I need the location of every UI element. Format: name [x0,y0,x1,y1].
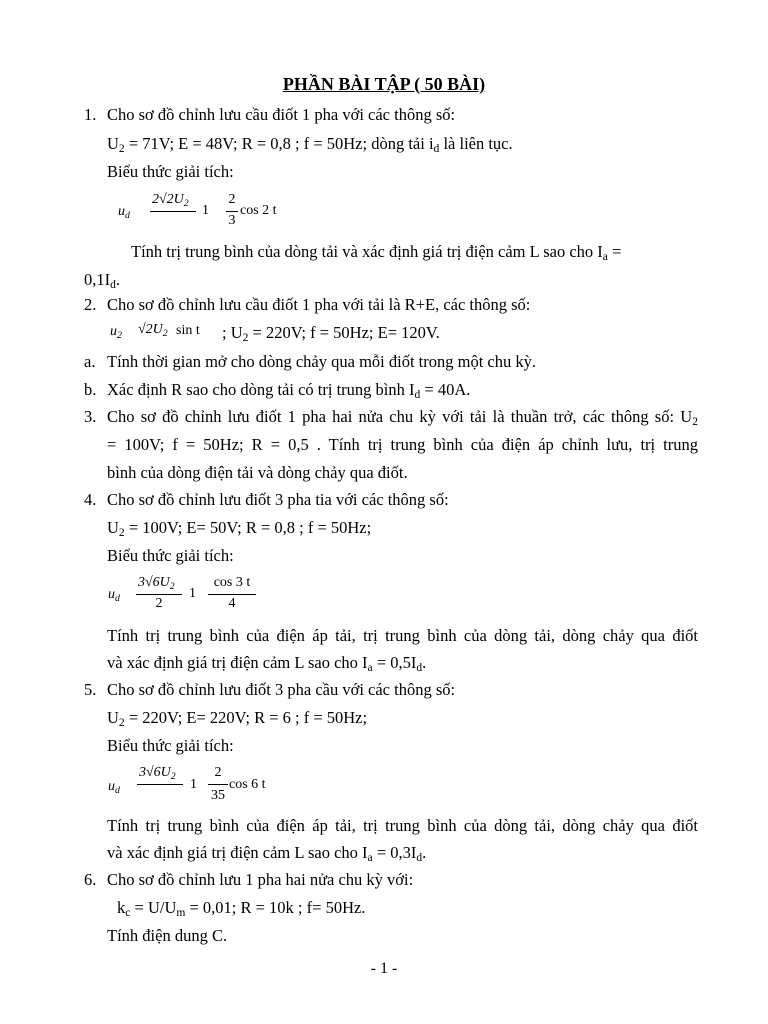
fraction-bar [137,784,183,785]
fraction-bar [208,784,228,785]
page-title: PHẦN BÀI TẬP ( 50 BÀI) [282,74,486,94]
problem-4-line-2: $U_2 = 100V$; E= 50V; R = 0,8 ; f = 50Hz; [107,518,372,539]
formula-numerator: $3√6U_2$ [139,765,176,782]
problem-4-line-3: Biểu thức giải tích: [107,546,234,565]
fraction-bar [226,211,238,212]
formula-ud: $u_d$ [108,779,120,796]
formula-cos: cos 2 t [240,203,277,218]
formula-one: 1 [190,777,197,792]
formula-numerator: $2√2U_2$ [152,192,189,209]
formula-ud: $u_d$ [108,587,120,604]
formula-one: 1 [189,586,196,601]
problem-3-line-1: Cho sơ đồ chỉnh lưu điốt 1 pha hai nửa chu kỳ với tải là thuần trở, các thông số: $U_2$ [107,407,698,428]
page-number: - 1 - [370,960,398,977]
formula-sin: sin t [176,323,200,338]
fraction-numerator: 2 [214,765,222,780]
problem-1-line-4: Tính trị trung bình của dòng tải và xác định giá trị điện cảm L sao cho $I_a$ = [131,242,622,263]
fraction-denominator: 2 [155,596,163,611]
problem-4-number: 4. [84,490,97,509]
problem-1-line-2: $U_2 = 71V$; E = 48V; R = 0,8 ; f = 50Hz; dòng tải $i_d$ là liên tục. [107,134,513,155]
problem-2a-text: Tính thời gian mở cho dòng chảy qua mỗi điốt trong một chu kỳ. [107,352,536,371]
problem-5-line-4: Tính trị trung bình của điện áp tải, trị trung bình của dòng tải, dòng chảy qua điốt [107,816,698,835]
problem-1-line-5: $0,1I_d$. [84,270,121,291]
fraction-denominator: 35 [211,788,225,803]
problem-1-line-1: Cho sơ đồ chỉnh lưu cầu điốt 1 pha với các thông số: [107,105,456,124]
problem-3-number: 3. [84,407,97,426]
fraction-bar [208,594,256,595]
problem-5-line-3: Biểu thức giải tích: [107,736,234,755]
problem-2b-label: b. [84,380,97,399]
fraction-denominator: 3 [228,213,236,228]
problem-2a-label: a. [84,352,96,371]
formula-one: 1 [202,203,209,218]
formula-numerator: $3√6U_2$ [138,575,175,592]
fraction-denominator: 4 [228,596,236,611]
problem-5-line-2: $U_2 = 220V$; E= 220V; R = 6 ; f = 50Hz; [107,708,368,729]
problem-6-line-3: Tính điện dung C. [107,926,228,945]
problem-4-line-5: và xác định giá trị điện cảm L sao cho $I_a = 0,5I_d$. [107,653,427,674]
formula-ud: $u_d$ [118,204,130,221]
problem-1-line-3: Biểu thức giải tích: [107,162,234,181]
fraction-numerator: 2 [228,192,236,207]
problem-4-line-4: Tính trị trung bình của điện áp tải, trị trung bình của dòng tải, dòng chảy qua điốt [107,626,698,645]
formula-sqrt2u2: $√2U_2$ [138,322,168,339]
problem-5-number: 5. [84,680,97,699]
fraction-bar [150,211,196,212]
problem-2-line-1: Cho sơ đồ chỉnh lưu cầu điốt 1 pha với tải là R+E, các thông số: [107,295,531,314]
formula-u2: $u_2$ [110,324,122,341]
problem-6-line-1: Cho sơ đồ chỉnh lưu 1 pha hai nửa chu kỳ với: [107,870,414,889]
problem-4-line-1: Cho sơ đồ chỉnh lưu điốt 3 pha tia với các thông số: [107,490,449,509]
problem-2-line-2: ; $U_2 = 220V$; f = 50Hz; E= 120V. [222,323,440,344]
problem-2-number: 2. [84,295,97,314]
problem-3-line-2: = 100V; f = 50Hz; R = 0,5 . Tính trị trung bình của điện áp chỉnh lưu, trị trung [107,435,698,454]
problem-6-number: 6. [84,870,97,889]
problem-5-line-1: Cho sơ đồ chỉnh lưu điốt 3 pha cầu với các thông số: [107,680,456,699]
fraction-bar [136,594,182,595]
problem-5-line-5: và xác định giá trị điện cảm L sao cho $I_a = 0,3I_d$. [107,843,427,864]
fraction-numerator: cos 3 t [213,575,251,590]
formula-cos: cos 6 t [229,777,266,792]
problem-3-line-3: bình của dòng điện tải và dòng chảy qua điốt. [107,463,408,482]
problem-6-line-2: $k_c = U/U_m = 0,01$; R = 10k ; f= 50Hz. [117,898,366,919]
problem-1-number: 1. [84,105,97,124]
problem-2b-text: Xác định R sao cho dòng tải có trị trung bình $I_d = 40A$. [107,380,471,401]
